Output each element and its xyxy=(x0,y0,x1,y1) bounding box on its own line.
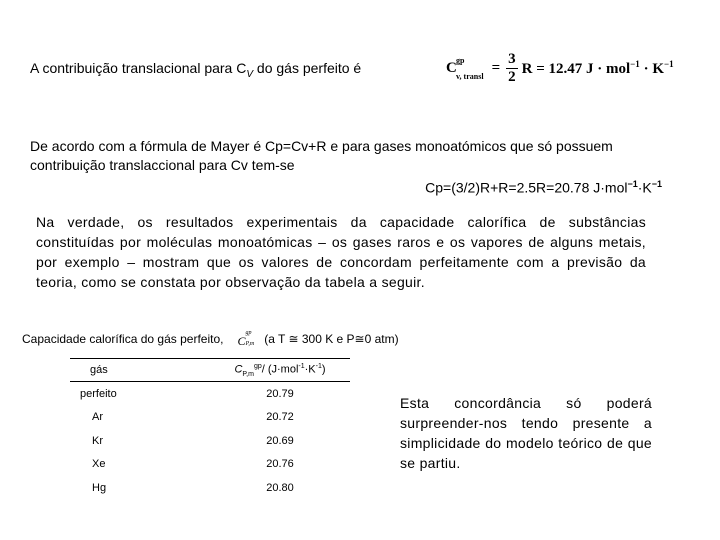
header-unit-mid: ·K xyxy=(304,363,316,376)
table-caption xyxy=(22,331,399,348)
formula-rhs xyxy=(522,59,674,78)
cv-sub: v, transl xyxy=(456,71,484,81)
caption-text: Capacidade calorífica do gás perfeito, xyxy=(22,332,224,347)
mayer-exp1: −1 xyxy=(627,179,638,189)
experimental-paragraph: Na verdade, os resultados experimentais da capacidade calorífica de substâncias constituídas por moléculas monoatómicas – os gases raros e os vapores de alguns metais, por exemplo – mostram que os valores de concordam perfeitamente com a previsão da teoria, como se constata por observação da tabela a seguir. xyxy=(36,214,646,290)
mayer-formula-text: Cp=(3/2)R+R=2.5R=20.78 J·mol xyxy=(425,179,628,196)
header-unit-close: ) xyxy=(321,363,326,376)
translational-formula xyxy=(446,52,674,85)
formula-exp2: −1 xyxy=(663,59,674,69)
heat-capacity-table xyxy=(70,358,350,500)
header-unit-exp1: -1 xyxy=(298,362,305,370)
table-row xyxy=(70,406,350,430)
header-gas: gás xyxy=(90,364,108,376)
caption-cp-symbol xyxy=(237,331,254,348)
header-cp xyxy=(210,359,350,382)
table-header-row xyxy=(70,359,350,382)
intro-text-after: do gás perfeito é xyxy=(253,60,362,76)
header-cp-sub: P,m xyxy=(242,370,254,378)
conclusion-paragraph: Esta concordância só poderá surpreender-nos tendo presente a simplicidade do modelo teórico de que se partiu. xyxy=(400,395,652,471)
mayer-mid: ·K xyxy=(637,179,652,196)
cell-gas: Ar xyxy=(92,411,103,424)
table-row xyxy=(70,476,350,500)
formula-mid: · K xyxy=(639,61,664,77)
cell-value: 20.80 xyxy=(266,481,294,494)
fraction-denominator: 2 xyxy=(508,69,516,85)
mayer-exp2: −1 xyxy=(651,179,662,189)
intro-text xyxy=(30,60,361,80)
mayer-text: De acordo com a fórmula de Mayer é Cp=Cv+R e para gases monoatómicos que só possuem contribuição translaccional para Cv tem-se xyxy=(30,138,613,173)
mayer-paragraph xyxy=(30,137,670,198)
cell-value: 20.79 xyxy=(266,387,294,400)
mayer-formula xyxy=(30,175,670,198)
fraction-three-halves xyxy=(506,52,518,85)
cell-value: 20.76 xyxy=(266,458,294,471)
header-cp-main: C xyxy=(234,363,243,376)
intro-text-before: A contribuição translacional para C xyxy=(30,60,247,76)
caption-symbol-main: C xyxy=(237,334,246,349)
caption-symbol-sub: P,m xyxy=(245,341,255,348)
cell-value: 20.69 xyxy=(266,434,294,447)
formula-equals: = xyxy=(491,60,501,76)
table-row xyxy=(70,429,350,453)
cell-gas: Xe xyxy=(92,458,106,471)
cv-sup: gp xyxy=(456,55,465,65)
table-row xyxy=(70,382,350,406)
cv-main: C xyxy=(446,59,457,76)
cell-gas: perfeito xyxy=(80,387,117,400)
caption-conditions: (a T ≅ 300 K e P≅0 atm) xyxy=(264,332,399,347)
fraction-numerator: 3 xyxy=(508,51,516,67)
formula-exp1: −1 xyxy=(630,59,640,69)
cell-value: 20.72 xyxy=(266,411,294,424)
table-row xyxy=(70,453,350,477)
cv-symbol xyxy=(446,57,484,81)
intro-subscript-v: V xyxy=(246,68,254,80)
cell-gas: Kr xyxy=(92,434,103,447)
header-cp-sup: gp xyxy=(253,362,262,370)
formula-rhs-text: R = 12.47 J · mol xyxy=(521,61,631,77)
header-cp-unit: / (J·mol xyxy=(261,363,299,376)
header-unit-exp2: -1 xyxy=(315,362,322,370)
cell-gas: Hg xyxy=(92,481,107,494)
caption-symbol-sup: gp xyxy=(245,330,252,336)
